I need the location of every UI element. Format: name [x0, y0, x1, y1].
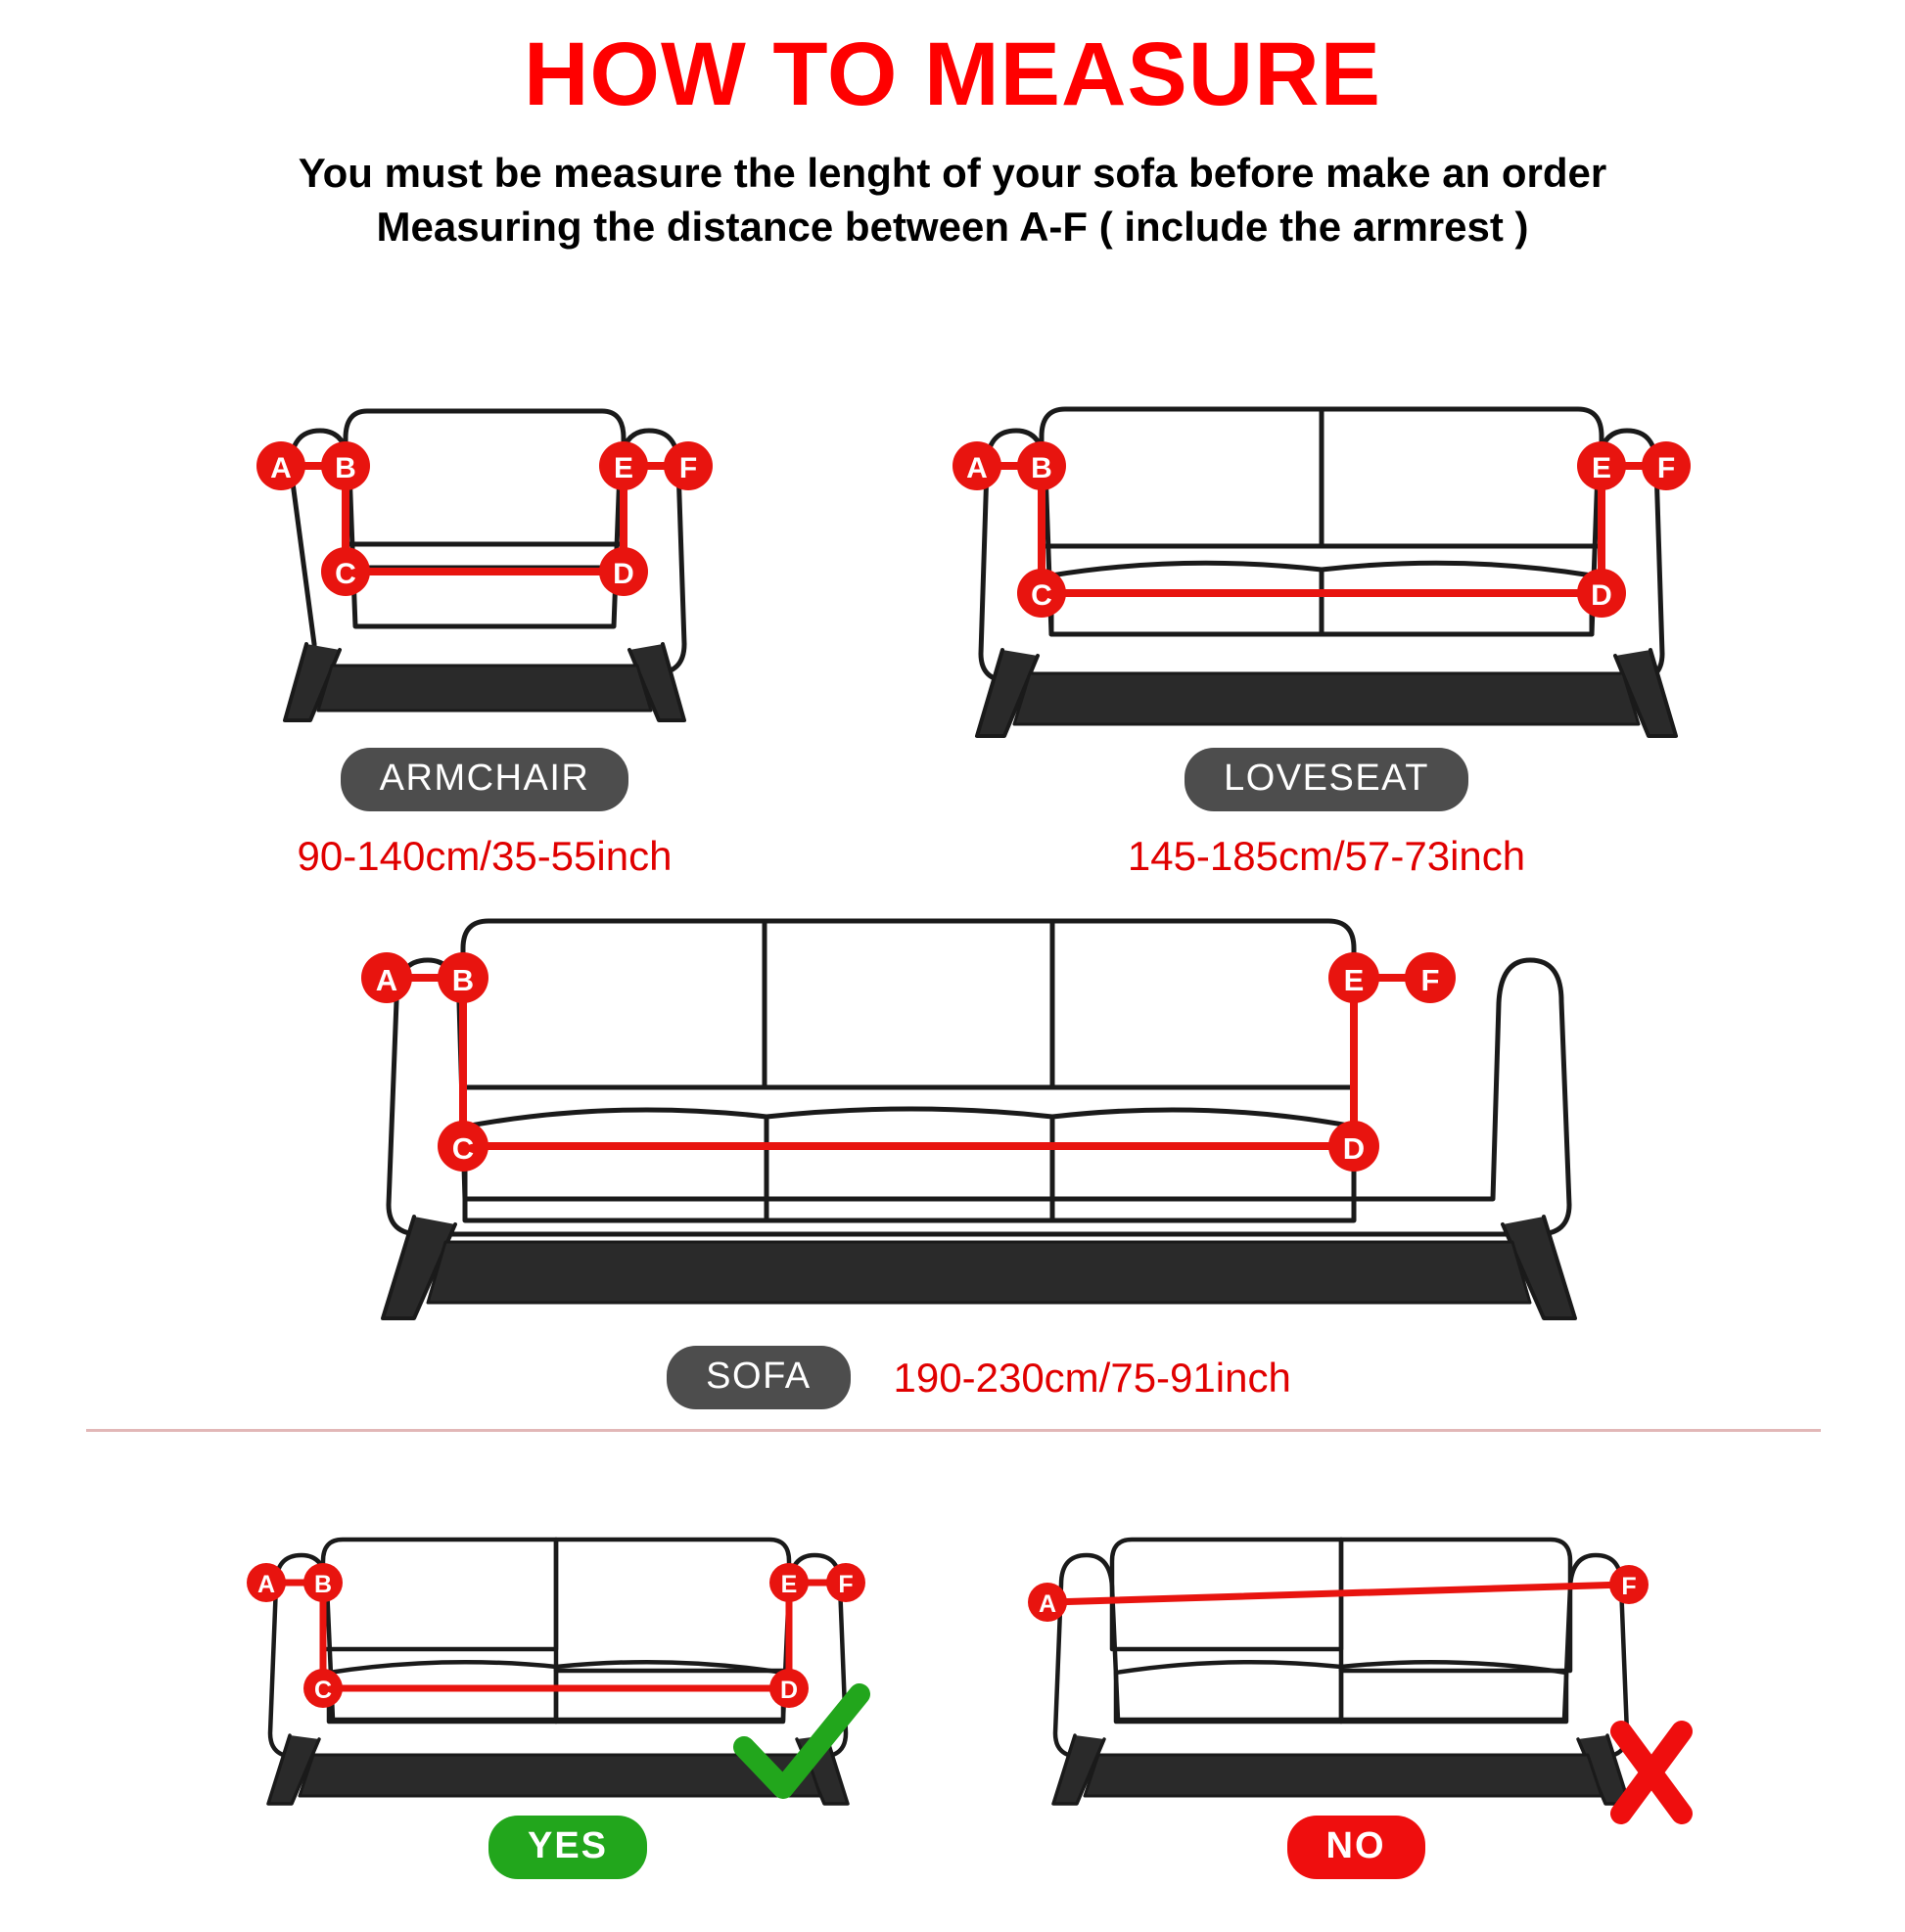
svg-text:A: A: [375, 963, 398, 997]
subtitle-line-2: Measuring the distance between A-F ( include the armrest ): [376, 204, 1529, 251]
correct-loveseat-drawing: [235, 1500, 901, 1804]
measure-point-A: [256, 441, 305, 490]
measure-point-A: [247, 1563, 286, 1602]
cross-mark-icon: [1621, 1731, 1682, 1814]
incorrect-loveseat-drawing: [1018, 1500, 1694, 1804]
svg-text:D: D: [1342, 1131, 1366, 1166]
measure-point-D: [1577, 569, 1626, 618]
measure-point-C: [1017, 569, 1066, 618]
sofa-dimensions: 190-230cm/75-91inch: [893, 1354, 1291, 1401]
sofa-figure: [348, 864, 1610, 1409]
subtitle-line-1: You must be measure the lenght of your sofa before make an order: [298, 149, 1607, 196]
page-subtitle: [0, 146, 1905, 254]
svg-text:F: F: [1420, 963, 1440, 997]
correct-example-figure: [235, 1500, 901, 1879]
loveseat-drawing: [940, 350, 1713, 742]
armchair-dimensions: 90-140cm/35-55inch: [297, 833, 673, 879]
measure-point-F: [1405, 952, 1456, 1003]
sofa-drawing: [348, 864, 1610, 1344]
incorrect-example-figure: [1018, 1500, 1694, 1879]
measure-point-B: [321, 441, 370, 490]
loveseat-dimensions: 145-185cm/57-73inch: [1127, 833, 1526, 879]
svg-text:D: D: [613, 558, 634, 590]
loveseat-caption: LOVESEAT: [1185, 748, 1468, 811]
armchair-drawing: [230, 350, 739, 742]
measure-point-F: [1609, 1565, 1649, 1604]
measure-point-F: [826, 1563, 865, 1602]
svg-text:C: C: [335, 558, 356, 590]
measure-point-B: [438, 952, 488, 1003]
measure-point-D: [599, 547, 648, 596]
svg-text:E: E: [613, 452, 634, 484]
section-divider: [86, 1429, 1821, 1432]
svg-text:D: D: [1591, 579, 1612, 612]
svg-text:A: A: [1038, 1590, 1057, 1618]
measure-point-E: [599, 441, 648, 490]
svg-text:E: E: [780, 1571, 798, 1598]
measure-point-D: [769, 1669, 809, 1708]
measure-point-A: [1028, 1583, 1067, 1622]
svg-text:A: A: [966, 452, 988, 484]
svg-text:B: B: [335, 452, 356, 484]
measure-point-C: [321, 547, 370, 596]
armchair-caption: ARMCHAIR: [341, 748, 629, 811]
how-to-measure-infographic: [0, 24, 1905, 1932]
svg-text:C: C: [313, 1677, 333, 1704]
incorrect-caption: NO: [1287, 1816, 1425, 1879]
measure-point-E: [1577, 441, 1626, 490]
svg-text:B: B: [1031, 452, 1052, 484]
svg-text:F: F: [1656, 452, 1676, 484]
measure-point-C: [303, 1669, 343, 1708]
svg-text:B: B: [313, 1571, 333, 1598]
svg-text:D: D: [779, 1677, 799, 1704]
svg-text:E: E: [1591, 452, 1612, 484]
svg-text:E: E: [1343, 963, 1365, 997]
svg-text:F: F: [838, 1571, 854, 1598]
svg-text:A: A: [256, 1571, 276, 1598]
measure-point-A: [952, 441, 1001, 490]
svg-text:A: A: [270, 452, 292, 484]
svg-text:F: F: [678, 452, 698, 484]
measure-point-D: [1328, 1121, 1379, 1172]
correct-caption: YES: [488, 1816, 647, 1879]
armchair-figure: [230, 350, 739, 880]
loveseat-figure: [940, 350, 1713, 880]
svg-text:C: C: [451, 1131, 475, 1166]
svg-text:C: C: [1031, 579, 1052, 612]
sofa-caption: SOFA: [667, 1346, 850, 1409]
measure-point-F: [1642, 441, 1691, 490]
measure-point-C: [438, 1121, 488, 1172]
svg-text:B: B: [451, 963, 475, 997]
measure-point-E: [769, 1563, 809, 1602]
measure-point-B: [303, 1563, 343, 1602]
measure-point-E: [1328, 952, 1379, 1003]
page-title: HOW TO MEASURE: [523, 24, 1382, 124]
measure-point-B: [1017, 441, 1066, 490]
measure-point-F: [664, 441, 713, 490]
measure-point-A: [361, 952, 412, 1003]
svg-text:F: F: [1621, 1573, 1637, 1600]
